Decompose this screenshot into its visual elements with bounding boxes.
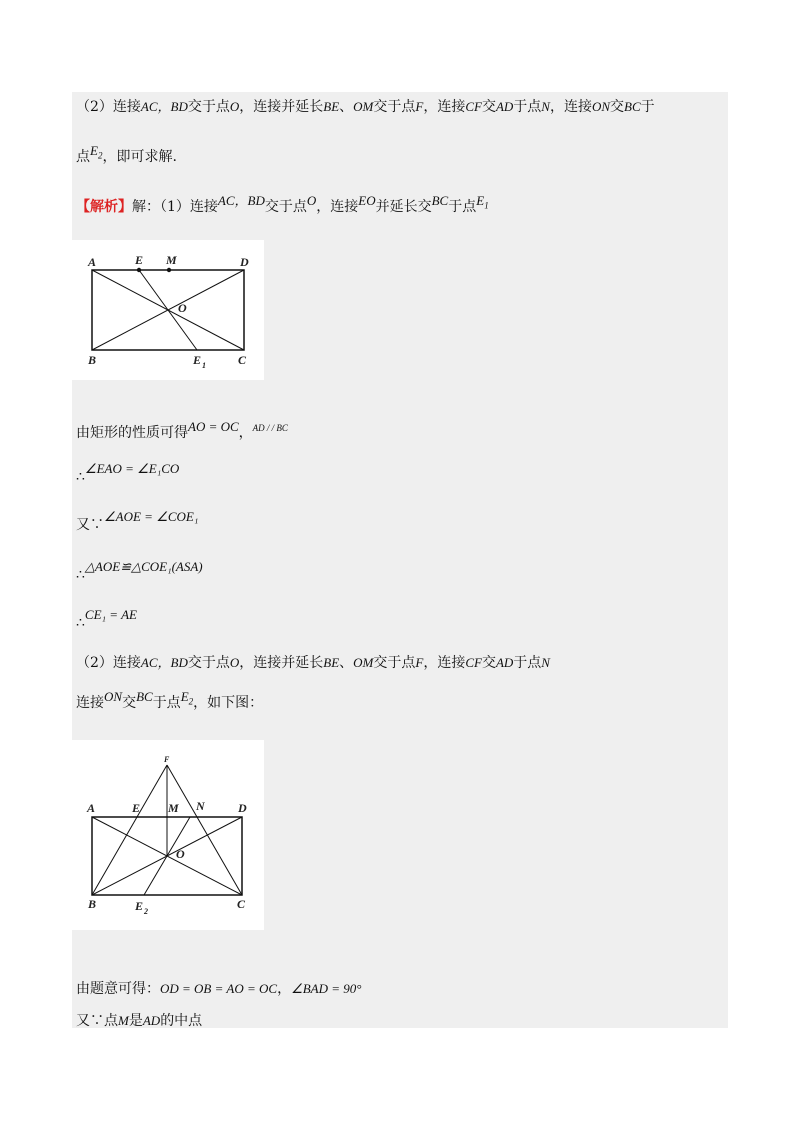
text-line-2: 点$E_2$，即可求解.: [76, 143, 177, 165]
line-e-e1: [139, 270, 197, 350]
label-e: E: [132, 801, 141, 815]
label-d: D: [238, 801, 247, 815]
label-c: C: [237, 897, 246, 911]
text-line-3: 【解析】解：（1）连接AC，BD交于点O，连接EO并延长交BC于点$E_1$: [76, 193, 489, 215]
text-line-8: ∴CE₁ = AE: [76, 607, 137, 631]
label-o: O: [178, 301, 187, 315]
label-n: N: [196, 799, 205, 813]
text-line-7: ∴△AOE≌△COE₁(ASA): [76, 559, 203, 583]
figure-rectangle-1: [72, 240, 264, 380]
text-line-6: 又∵∠AOE = ∠COE₁: [76, 509, 199, 533]
point-e: [137, 268, 141, 272]
label-f: F: [164, 755, 170, 764]
text-line-10: 连接ON交BC于点$E_2$，如下图：: [76, 689, 264, 711]
text-line-12: 又∵点M是AD的中点: [76, 1013, 203, 1029]
label-m: M: [166, 253, 177, 267]
label-e1: E: [193, 353, 202, 367]
label-b: B: [88, 897, 97, 911]
text-line-11: 由题意可得：OD = OB = AO = OC，∠BAD = 90°: [76, 981, 362, 997]
label-e2-sub: 2: [144, 907, 148, 916]
label-m: M: [168, 801, 179, 815]
label-e2: E: [135, 899, 144, 913]
text-line-5: ∴∠EAO = ∠E₁CO: [76, 461, 180, 485]
label-o: O: [176, 847, 185, 861]
label-e: E: [135, 253, 144, 267]
label-e1-sub: 1: [202, 361, 206, 370]
label-c: C: [238, 353, 247, 367]
text-line-9: （2）连接AC，BD交于点O，连接并延长BE、OM交于点F，连接CF交AD于点N: [76, 655, 550, 671]
label-b: B: [88, 353, 97, 367]
figure-1-diagram: [72, 240, 264, 380]
label-d: D: [240, 255, 249, 269]
label-a: A: [88, 255, 97, 269]
figure-rectangle-2: [72, 740, 264, 930]
text-line-1: （2）连接AC，BD交于点O，连接并延长BE、OM交于点F，连接CF交AD于点N，连接ON交BC于: [76, 99, 655, 115]
text-line-4: 由矩形的性质可得AO = OC，$^{AD / / BC}$: [76, 419, 288, 441]
figure-2-diagram: [72, 740, 264, 930]
analysis-tag: 【解析】: [76, 199, 132, 215]
label-a: A: [87, 801, 96, 815]
point-m: [167, 268, 171, 272]
